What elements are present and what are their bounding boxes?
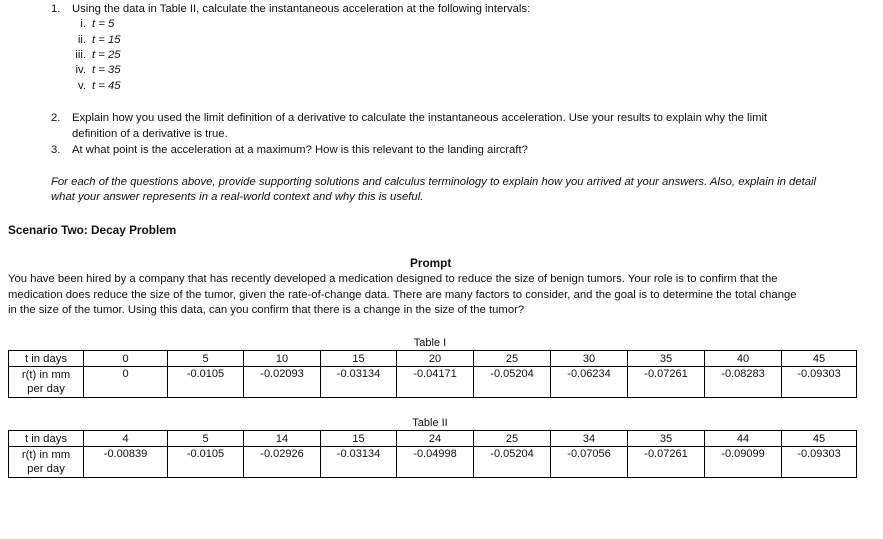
table-cell: 5: [168, 351, 244, 367]
table-cell: -0.04998: [397, 447, 474, 478]
table-cell: -0.05204: [474, 447, 551, 478]
scenario-title: Scenario Two: Decay Problem: [8, 223, 177, 237]
question-text: At what point is the acceleration at a maximum? How is this relevant to the landing aircraft?: [72, 144, 528, 156]
table-cell: 5: [168, 431, 244, 447]
table-cell: -0.0105: [168, 447, 244, 478]
table-1: [8, 350, 857, 398]
table-cell: -0.07261: [628, 367, 705, 398]
table-cell: -0.09303: [782, 367, 857, 398]
row-label: t in days: [9, 351, 84, 367]
subitem-iii: iii. t = 25: [75, 49, 121, 61]
question-number: 1.: [51, 3, 61, 15]
table-cell: 45: [782, 351, 857, 367]
table-cell: 24: [397, 431, 474, 447]
prompt-line: in the size of the tumor. Using this data, can you confirm that there is a change in the size of the tumor?: [8, 304, 525, 316]
question-number: 3.: [51, 144, 61, 156]
instruction-line2: what your answer represents in a real-world context and why this is useful.: [51, 191, 424, 203]
subitem-i: i. t = 5: [80, 18, 115, 30]
row-label: r(t) in mm per day: [9, 447, 84, 478]
table-cell: -0.00839: [84, 447, 168, 478]
table-cell: 45: [782, 431, 857, 447]
subitem-ii: ii. t = 15: [77, 34, 121, 46]
question-number: 2.: [51, 112, 61, 124]
question-text-line1: Explain how you used the limit definition of a derivative to calculate the instantaneous acceleration. Use your results to explain why the limit: [72, 112, 768, 124]
table-row: [9, 431, 857, 447]
table-cell: 15: [321, 351, 397, 367]
table-cell: 30: [551, 351, 628, 367]
table-cell: 44: [705, 431, 782, 447]
table-cell: 25: [474, 351, 551, 367]
row-label: r(t) in mm per day: [9, 367, 84, 398]
table-cell: -0.05204: [474, 367, 551, 398]
table-cell: -0.03134: [321, 447, 397, 478]
table-cell: -0.02926: [244, 447, 321, 478]
table-cell: 4: [84, 431, 168, 447]
table-cell: -0.08283: [705, 367, 782, 398]
table-cell: -0.07261: [628, 447, 705, 478]
table-cell: 14: [244, 431, 321, 447]
table-cell: 35: [628, 431, 705, 447]
instruction-line1: For each of the questions above, provide supporting solutions and calculus terminology to explain how you arrived at your answers. Also, explain in detail: [51, 176, 817, 188]
table-row: [9, 351, 857, 367]
table-cell: -0.02093: [244, 367, 321, 398]
table-cell: 40: [705, 351, 782, 367]
table-cell: 20: [397, 351, 474, 367]
table-2-caption: Table II: [412, 417, 448, 429]
table-row: [9, 447, 857, 478]
prompt-heading: Prompt: [410, 256, 452, 270]
subitem-v: v. t = 45: [78, 80, 121, 92]
table-cell: 15: [321, 431, 397, 447]
table-cell: 10: [244, 351, 321, 367]
subitem-iv: iv. t = 35: [75, 64, 121, 76]
table-cell: 25: [474, 431, 551, 447]
table-cell: -0.03134: [321, 367, 397, 398]
question-text: Using the data in Table II, calculate the instantaneous acceleration at the following intervals:: [72, 3, 531, 15]
table-cell: -0.06234: [551, 367, 628, 398]
table-2: [8, 430, 857, 478]
prompt-line: medication does reduce the size of the tumor, given the rate-of-change data. There are many factors to consider, and the goal is to determine the total change: [8, 289, 797, 301]
table-cell: -0.0105: [168, 367, 244, 398]
table-1-caption: Table I: [413, 337, 447, 349]
table-cell: 0: [84, 367, 168, 398]
row-label: t in days: [9, 431, 84, 447]
table-cell: -0.04171: [397, 367, 474, 398]
question-text-line2: definition of a derivative is true.: [72, 128, 228, 140]
table-cell: 0: [84, 351, 168, 367]
table-cell: 35: [628, 351, 705, 367]
prompt-line: You have been hired by a company that has recently developed a medication designed to reduce the size of benign tumors. Your role is to confirm that the: [8, 273, 778, 285]
table-cell: -0.07056: [551, 447, 628, 478]
table-cell: 34: [551, 431, 628, 447]
table-cell: -0.09099: [705, 447, 782, 478]
table-row: [9, 367, 857, 398]
table-cell: -0.09303: [782, 447, 857, 478]
